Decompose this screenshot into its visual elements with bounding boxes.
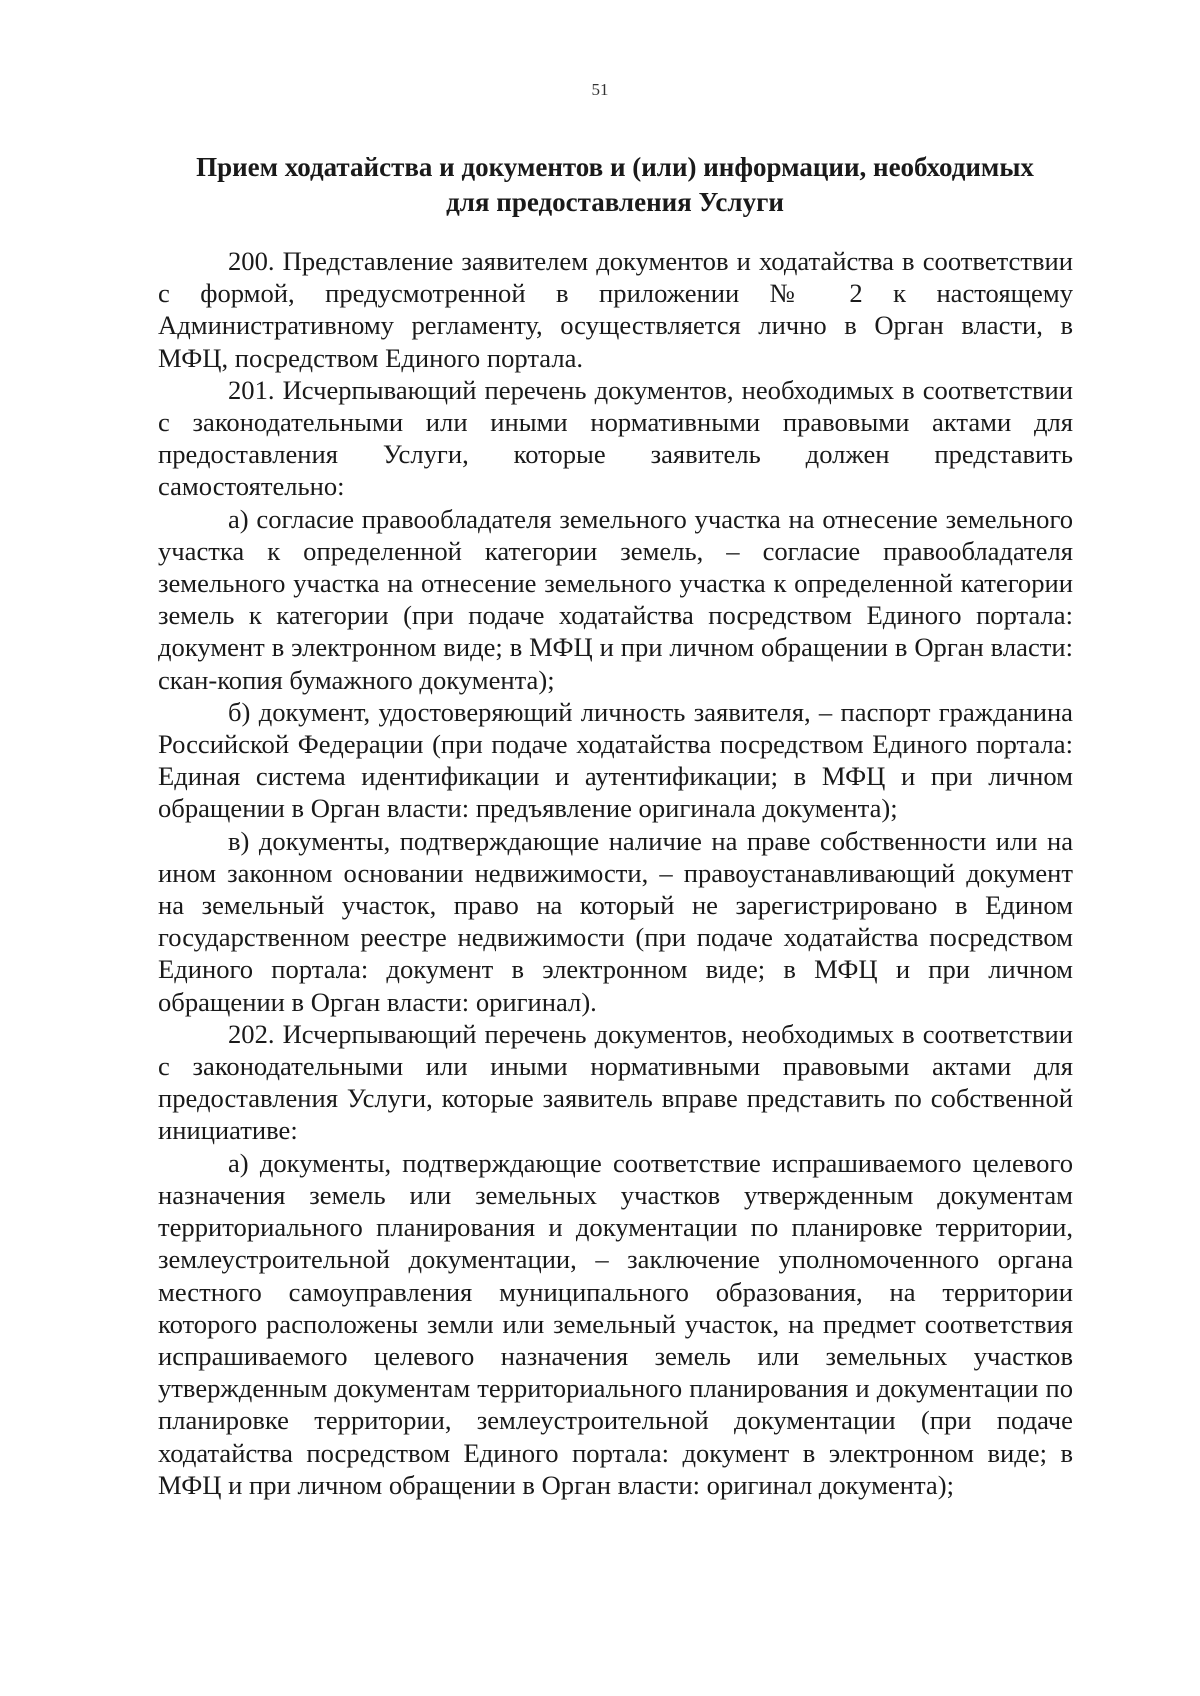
section-heading-line-1: Прием ходатайства и документов и (или) информации, необходимых	[196, 152, 1034, 182]
page-number: 51	[591, 80, 609, 99]
section-heading	[150, 150, 1080, 220]
paragraph-202: 202. Исчерпывающий перечень документов, необходимых в соответствии с законодательными или иными нормативными правовыми актами для предоставления Услуги, которые заявитель вправе представить по собственной инициативе:	[158, 1018, 1073, 1146]
paragraph-201-b: б) документ, удостоверяющий личность заявителя, – паспорт гражданина Российской Федерации (при подаче ходатайства посредством Единого портала: Единая система идентификации и аутентификации; в МФЦ и при личном обращении в Орган власти: предъявление оригинала документа);	[158, 696, 1073, 824]
paragraph-201-a: а) согласие правообладателя земельного участка на отнесение земельного участка к определенной категории земель, – согласие правообладателя земельного участка на отнесение земельного участка к определенной категории земель к категории (при подаче ходатайства посредством Единого портала: документ в электронном виде; в МФЦ и при личном обращении в Орган власти: скан-копия бумажного документа);	[158, 503, 1073, 695]
paragraph-201-v: в) документы, подтверждающие наличие на праве собственности или на ином законном основании недвижимости, – правоустанавливающий документ на земельный участок, право на который не зарегистрировано в Едином государственном реестре недвижимости (при подаче ходатайства посредством Единого портала: документ в электронном виде; в МФЦ и при личном обращении в Орган власти: оригинал).	[158, 825, 1073, 1017]
paragraph-201: 201. Исчерпывающий перечень документов, необходимых в соответствии с законодательными или иными нормативными правовыми актами для предоставления Услуги, которые заявитель должен представить самостоятельно:	[158, 374, 1073, 502]
body-text	[158, 245, 1073, 1501]
section-heading-line-2: для предоставления Услуги	[446, 187, 784, 217]
paragraph-200: 200. Представление заявителем документов и ходатайства в соответствии с формой, предусмотренной в приложении № 2 к настоящему Административному регламенту, осуществляется лично в Орган власти, в МФЦ, посредством Единого портала.	[158, 246, 1073, 373]
paragraph-202-a: а) документы, подтверждающие соответствие испрашиваемого целевого назначения земель или земельных участков утвержденным документам территориального планирования и документации по планировке территории, землеустроительной документации, – заключение уполномоченного органа местного самоуправления муниципального образования, на территории которого расположены земли или земельный участок, на предмет соответствия испрашиваемого целевого назначения земель или земельных участков утвержденным документам территориального планирования и документации по планировке территории, землеустроительной документации (при подаче ходатайства посредством Единого портала: документ в электронном виде; в МФЦ и при личном обращении в Орган власти: оригинал документа);	[158, 1147, 1073, 1500]
